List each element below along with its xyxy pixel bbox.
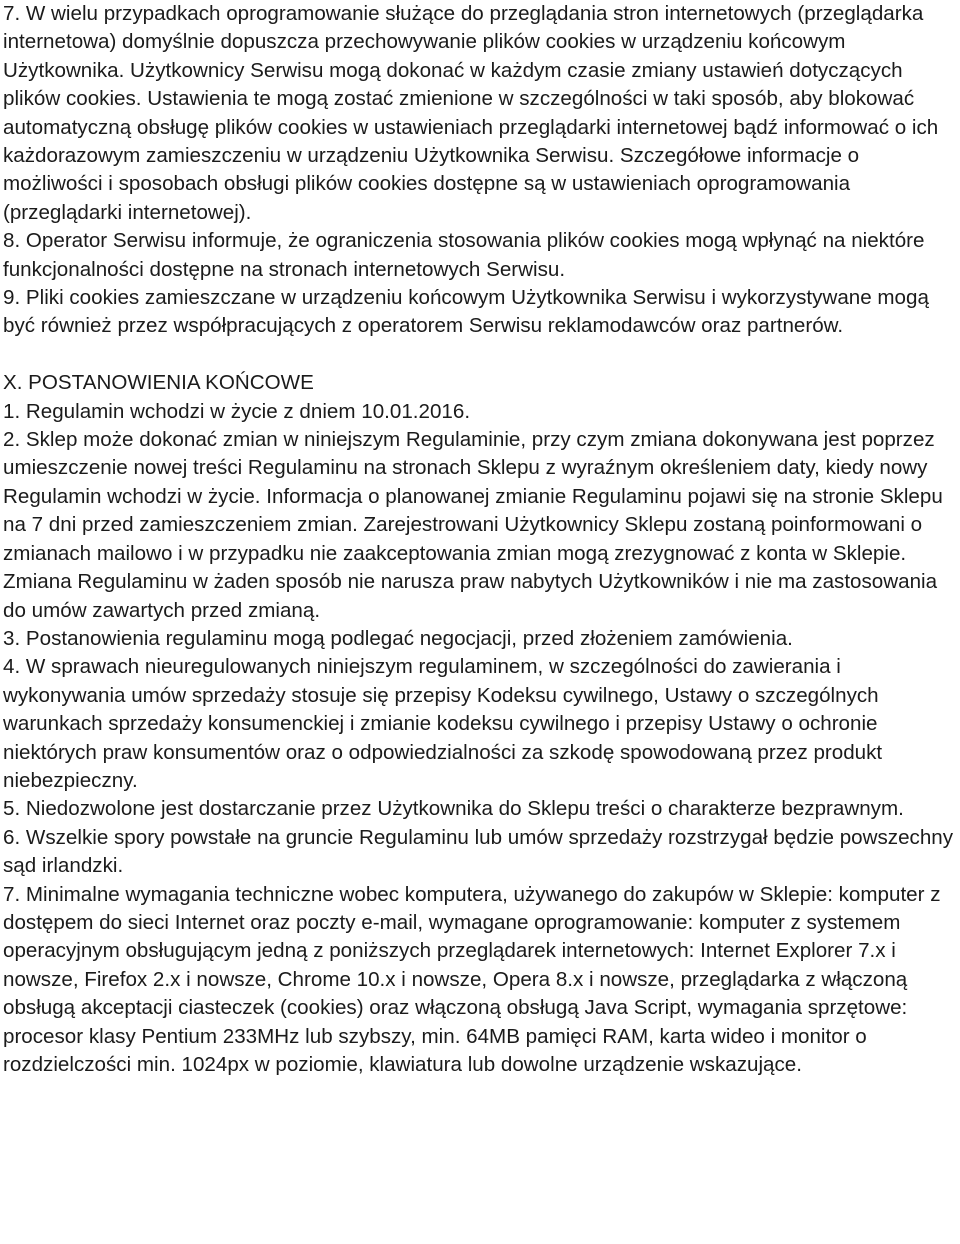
cookies-paragraph-9: 9. Pliki cookies zamieszczane w urządzeniu końcowym Użytkownika Serwisu i wykorzystywane mogą być również przez współpracujących z operatorem Serwisu reklamodawców oraz partnerów.	[3, 286, 929, 338]
final-provision-1: 1. Regulamin wchodzi w życie z dniem 10.01.2016.	[3, 399, 471, 423]
paragraph-gap	[3, 341, 957, 369]
final-provision-3: 3. Postanowienia regulaminu mogą podlegać negocjacji, przed złożeniem zamówienia.	[3, 626, 793, 650]
section-heading-final-provisions: X. POSTANOWIENIA KOŃCOWE	[3, 371, 314, 395]
document-page	[3, 0, 957, 1079]
final-provision-5: 5. Niedozwolone jest dostarczanie przez Użytkownika do Sklepu treści o charakterze bezprawnym.	[3, 797, 904, 821]
cookies-paragraph-7: 7. W wielu przypadkach oprogramowanie służące do przeglądania stron internetowych (przeglądarka internetowa) domyślnie dopuszcza przechowywanie plików cookies w urządzeniu końcowym Użytkownika. Użytkownicy Serwisu mogą dokonać w każdym czasie zmiany ustawień dotyczących plików cookies. Ustawienia te mogą zostać zmienione w szczególności w taki sposób, aby blokować automatyczną obsługę plików cookies w ustawieniach przeglądarki internetowej bądź informować o ich każdorazowym zamieszczeniu w urządzeniu Użytkownika Serwisu. Szczegółowe informacje o możliwości i sposobach obsługi plików cookies dostępne są w ustawieniach oprogramowania (przeglądarki internetowej).	[3, 2, 939, 224]
final-provision-6: 6. Wszelkie spory powstałe na gruncie Regulaminu lub umów sprzedaży rozstrzygał będzie powszechny sąd irlandzki.	[3, 825, 954, 878]
cookies-paragraph-8: 8. Operator Serwisu informuje, że ograniczenia stosowania plików cookies mogą wpłynąć na niektóre funkcjonalności dostępne na stronach internetowych Serwisu.	[3, 229, 925, 281]
final-provision-7: 7. Minimalne wymagania techniczne wobec komputera, używanego do zakupów w Sklepie: komputer z dostępem do sieci Internet oraz poczty e-mail, wymagane oprogramowanie: komputer z systemem operacyjnym obsługującym jedną z poniższych przeglądarek internetowych: Internet Explorer 7.x i nowsze, Firefox 2.x i nowsze, Chrome 10.x i nowsze, Opera 8.x i nowsze, przeglądarka z włączoną obsługą akceptacji ciasteczek (cookies) oraz włączoną obsługą Java Script, wymagania sprzętowe: procesor klasy Pentium 233MHz lub szybszy, min. 64MB pamięci RAM, karta wideo i monitor o rozdzielczości min. 1024px w poziomie, klawiatura lub dowolne urządzenie wskazujące.	[3, 882, 941, 1077]
final-provision-2: 2. Sklep może dokonać zmian w niniejszym Regulaminie, przy czym zmiana dokonywana jest poprzez umieszczenie nowej treści Regulaminu na stronach Sklepu z wyraźnym określeniem daty, kiedy nowy Regulamin wchodzi w życie. Informacja o planowanej zmianie Regulaminu pojawi się na stronie Sklepu na 7 dni przed zamieszczeniem zmian. Zarejestrowani Użytkownicy Sklepu zostaną poinformowani o zmianach mailowo i w przypadku nie zaakceptowania zmian mogą zrezygnować z konta w Sklepie. Zmiana Regulaminu w żaden sposób nie narusza praw nabytych Użytkowników i nie ma zastosowania do umów zawartych przed zmianą.	[3, 428, 943, 622]
final-provision-4: 4. W sprawach nieuregulowanych niniejszym regulaminem, w szczególności do zawierania i wykonywania umów sprzedaży stosuje się przepisy Kodeksu cywilnego, Ustawy o szczególnych warunkach sprzedaży konsumenckiej i zmianie kodeksu cywilnego i przepisy Ustawy o ochronie niektórych praw konsumentów oraz o odpowiedzialności za szkodę spowodowaną przez produkt niebezpieczny.	[3, 655, 883, 792]
